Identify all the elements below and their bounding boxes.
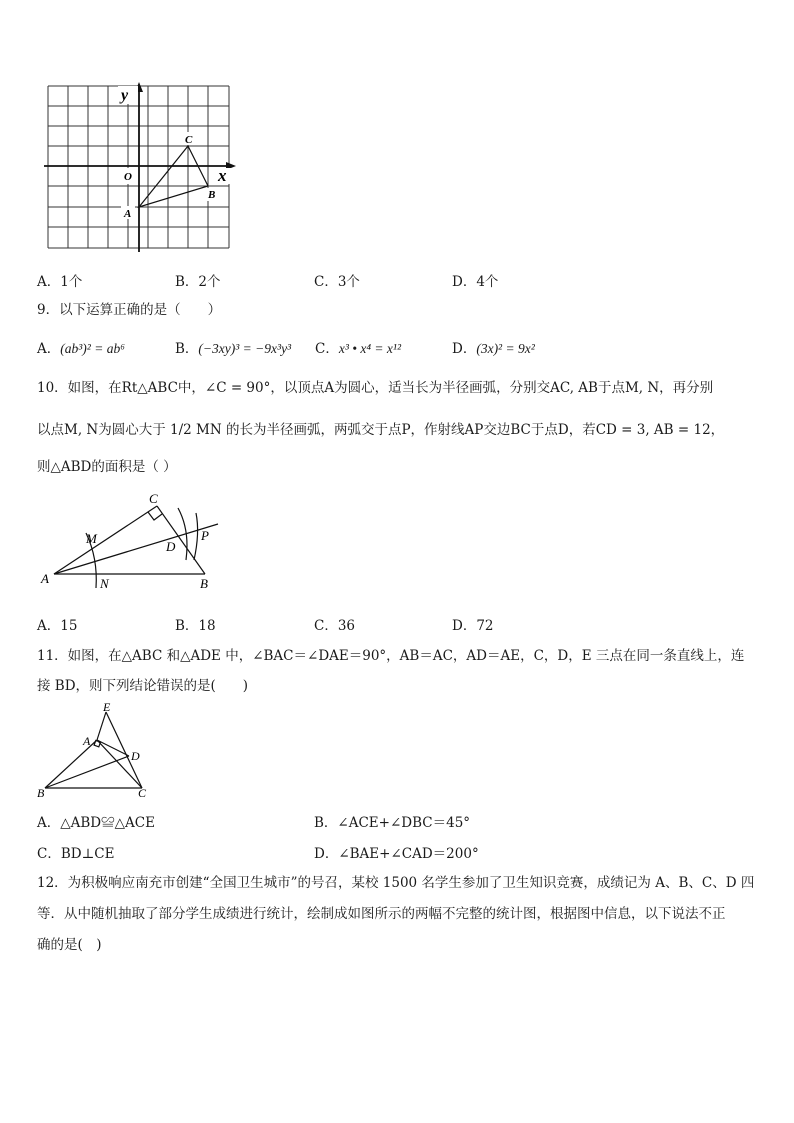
point-a-label: A bbox=[83, 734, 91, 748]
q10-option-a[interactable]: A．15 bbox=[37, 618, 78, 634]
triangle-abc bbox=[139, 146, 208, 207]
q9-option-c-math: x³ • x⁴ = x¹² bbox=[338, 341, 401, 356]
q11-option-a[interactable]: A．△ABD≌△ACE bbox=[37, 815, 155, 831]
point-e-label: E bbox=[103, 700, 111, 714]
q8-option-d[interactable]: D．4个 bbox=[452, 274, 499, 290]
q9-option-b-letter: B． bbox=[175, 341, 199, 357]
q11-option-d[interactable]: D．∠BAE+∠CAD＝200° bbox=[314, 846, 479, 862]
q10-stem-line-3: 则△ABD的面积是（ ） bbox=[37, 459, 177, 475]
q10-option-b[interactable]: B．18 bbox=[175, 618, 216, 634]
q9-option-c[interactable] bbox=[315, 337, 401, 357]
q8-option-a[interactable]: A．1个 bbox=[37, 274, 83, 290]
q9-option-d-letter: D． bbox=[452, 341, 477, 357]
q9-option-b-math: (−3xy)³ = −9x³y³ bbox=[198, 341, 292, 356]
q9-option-a-math: (ab³)² = ab⁶ bbox=[60, 341, 125, 356]
q11-triangles-figure bbox=[34, 700, 154, 800]
point-m-label: M bbox=[86, 531, 97, 546]
point-c-label: C bbox=[138, 786, 147, 800]
q12-stem-line-3: 确的是( ) bbox=[37, 937, 102, 953]
q11-option-c[interactable]: C．BD⊥CE bbox=[37, 846, 115, 862]
q10-triangle-figure bbox=[38, 488, 228, 598]
point-a-label: A bbox=[41, 571, 49, 586]
point-c-label: C bbox=[149, 491, 158, 506]
q10-option-c[interactable]: C．36 bbox=[314, 618, 356, 634]
q9-option-b[interactable] bbox=[175, 337, 291, 357]
point-n-label: N bbox=[100, 576, 109, 591]
q9-option-c-letter: C． bbox=[315, 341, 339, 357]
q8-option-c[interactable]: C．3个 bbox=[314, 274, 360, 290]
x-axis-label: x bbox=[218, 166, 227, 185]
q11-stem-line-2: 接 BD，则下列结论错误的是( ) bbox=[37, 678, 249, 694]
q9-option-d[interactable] bbox=[452, 337, 535, 357]
q10-stem-line-1: 10．如图，在Rt△ABC中，∠C = 90°，以顶点A为圆心，适当长为半径画弧，分别交AC, AB于点M, N，再分别 bbox=[37, 380, 714, 396]
q9-option-a[interactable] bbox=[37, 337, 125, 357]
point-b-label: B bbox=[208, 189, 216, 201]
point-a-label: A bbox=[124, 208, 132, 220]
q12-stem-line-1: 12．为积极响应南充市创建“全国卫生城市”的号召，某校 1500 名学生参加了卫生知识竞赛，成绩记为 A、B、C、D 四 bbox=[37, 875, 755, 891]
point-b-label: B bbox=[200, 576, 208, 591]
q11-option-b[interactable]: B．∠ACE+∠DBC＝45° bbox=[314, 815, 471, 831]
point-d-label: D bbox=[131, 749, 140, 763]
point-b-label: B bbox=[37, 786, 45, 800]
q9-option-d-math: (3x)² = 9x² bbox=[476, 341, 535, 356]
q11-stem-line-1: 11．如图，在△ABC 和△ADE 中，∠BAC＝∠DAE＝90°，AB＝AC，AD＝AE，C，D，E 三点在同一条直线上，连 bbox=[37, 648, 745, 664]
q9-option-a-letter: A． bbox=[37, 341, 61, 357]
y-axis-label: y bbox=[121, 87, 129, 104]
q8-grid-figure bbox=[40, 80, 240, 255]
q12-stem-line-2: 等．从中随机抽取了部分学生成绩进行统计，绘制成如图所示的两幅不完整的统计图，根据图中信息，以下说法不正 bbox=[37, 906, 726, 922]
q10-stem-line-2: 以点M, N为圆心大于 1/2 MN 的长为半径画弧，两弧交于点P，作射线AP交边BC于点D，若CD = 3, AB = 12， bbox=[37, 422, 725, 438]
q10-option-d[interactable]: D．72 bbox=[452, 618, 494, 634]
point-c-label: C bbox=[185, 134, 193, 146]
q8-option-b[interactable]: B．2个 bbox=[175, 274, 221, 290]
point-d-label: D bbox=[166, 539, 176, 554]
origin-label: O bbox=[124, 171, 132, 183]
point-p-label: P bbox=[201, 528, 209, 543]
q9-stem: 9．以下运算正确的是（ ） bbox=[37, 302, 222, 318]
